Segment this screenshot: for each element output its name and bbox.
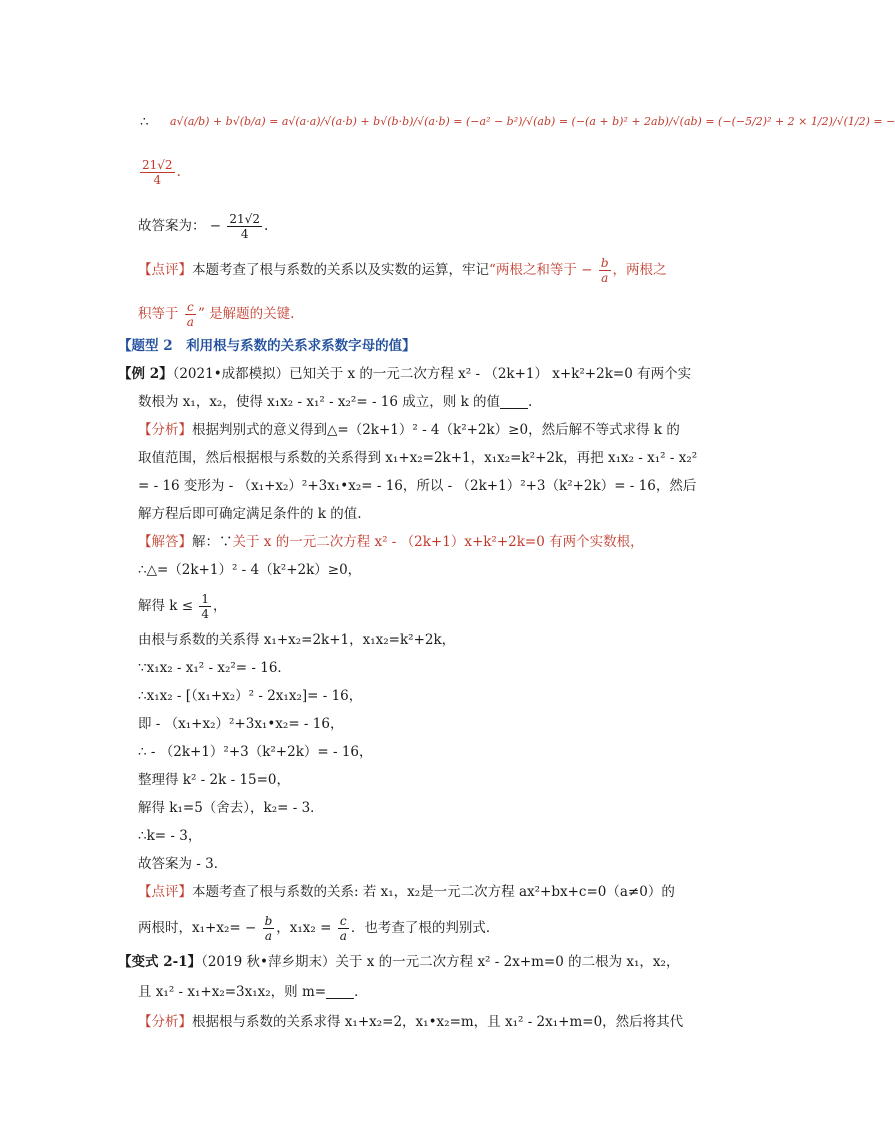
comment-2-line-1: 【点评】本题考查了根与系数的关系: 若 x₁，x₂是一元二次方程 ax²+bx+c=0（a≠0）的 (138, 884, 675, 900)
solution-line-4: 由根与系数的关系得 x₁+x₂=2k+1，x₁x₂=k²+2k， (138, 632, 456, 648)
solution-line-5: ∵x₁x₂ - x₁² - x₂²= - 16． (138, 660, 291, 676)
solution-line-8: ∴ - （2k+1）²+3（k²+2k）= - 16， (138, 744, 373, 760)
variant-2-1-line-1: 【变式 2-1】（2019 秋•萍乡期末）关于 x 的一元二次方程 x² - 2x+m=0 的二根为 x₁，x₂， (118, 954, 680, 970)
answer-fraction: $\frac{21√2}{4}$ (229, 212, 260, 241)
variant-analysis-tag: 【分析】 (138, 1014, 192, 1030)
comment-1-line-1: 【点评】本题考查了根与系数的关系以及实数的运算，牢记“两根之和等于 − $\frac{b}{a}$ ，两根之 (138, 256, 667, 285)
solution-line-12: 故答案为 - 3． (138, 856, 228, 872)
analysis-line-2: 取值范围，然后根据根与系数的关系得到 x₁+x₂=2k+1，x₁x₂=k²+2k，再把 x₁x₂ - x₁² - x₂² (138, 450, 698, 466)
variant-2-1-line-2: 且 x₁² - x₁+x₂=3x₁x₂，则 m= ． (138, 984, 368, 1000)
solution-line-2: ∴△=（2k+1）² - 4（k²+2k）≥0， (138, 562, 362, 578)
example-2-line-2: 数根为 x₁，x₂，使得 x₁x₂ - x₁² - x₂²= - 16 成立，则 k 的值 . (138, 394, 533, 410)
result-fraction: $\frac{21√2}{4}$ (142, 158, 173, 187)
solution-line-7: 即 - （x₁+x₂）²+3x₁•x₂= - 16， (138, 716, 344, 732)
variant-answer-blank (326, 984, 354, 999)
answer-line: 故答案为： − $\frac{21√2}{4}$ . (138, 212, 269, 241)
comment-fraction-b-a: $\frac{b}{a}$ (600, 256, 609, 285)
comment-2-fraction-b-a: $\frac{b}{a}$ (264, 914, 273, 943)
section-heading: 【题型 2 利用根与系数的关系求系数字母的值】 (118, 338, 416, 354)
analysis-line-4: 解方程后即可确定满足条件的 k 的值. (138, 506, 362, 522)
analysis-line-3: = - 16 变形为 - （x₁+x₂）²+3x₁•x₂= - 16，所以 - （2k+1）²+3（k²+2k）= - 16，然后 (138, 478, 697, 494)
solution-line-9: 整理得 k² - 2k - 15=0， (138, 772, 291, 788)
therefore-symbol: ∴ (140, 114, 149, 130)
analysis-tag: 【分析】 (138, 422, 192, 438)
formula-line (140, 112, 149, 132)
comment-2-line-2: 两根时，x₁+x₂= − $\frac{b}{a}$ ，x₁x₂ = $\frac{c}{a}$ ．也考查了根的判别式． (138, 914, 500, 943)
formula-result: $\frac{21√2}{4}$ . (142, 158, 181, 187)
solution-line-10: 解得 k₁=5（舍去），k₂= - 3． (138, 800, 324, 816)
example-2-line-1: 【例 2】（2021•成都模拟）已知关于 x 的一元二次方程 x² - （2k+1） x+k²+2k=0 有两个实 (118, 366, 692, 382)
analysis-line-1: 【分析】根据判别式的意义得到△=（2k+1）² - 4（k²+2k）≥0，然后解不等式求得 k 的 (138, 422, 680, 438)
comment-fraction-c-a: $\frac{c}{a}$ (186, 300, 194, 329)
answer-blank (500, 394, 528, 409)
solution-line-11: ∴k= - 3， (138, 828, 202, 844)
solution-line-3: 解得 k ≤ $\frac{1}{4}$ ， (138, 592, 227, 621)
comment-tag: 【点评】 (138, 262, 192, 278)
variant-analysis-line-1: 【分析】根据根与系数的关系求得 x₁+x₂=2，x₁•x₂=m，且 x₁² - 2x₁+m=0，然后将其代 (138, 1014, 684, 1030)
formula-expression: a√(a/b) + b√(b/a) = a√(a·a)/√(a·b) + b√(b·b)/√(a·b) = (−a² − b²)/√(ab) = (−(a + b)² + 2ab)/√(ab) = (−(−5/2)² + 2 × 1/2)/√(1/2) = − (170, 115, 895, 128)
comment-2-fraction-c-a: $\frac{c}{a}$ (339, 914, 347, 943)
solution-line-6: ∴x₁x₂ - [（x₁+x₂）² - 2x₁x₂]= - 16， (138, 688, 363, 704)
solution-line-1: 【解答】解：∵关于 x 的一元二次方程 x² - （2k+1）x+k²+2k=0 有两个实数根， (138, 534, 644, 550)
comment-1-line-2: 积等于 $\frac{c}{a}$ ” 是解题的关键. (138, 300, 295, 329)
k-fraction: $\frac{1}{4}$ (201, 592, 210, 621)
solution-tag: 【解答】 (138, 534, 192, 550)
comment-2-tag: 【点评】 (138, 884, 192, 900)
